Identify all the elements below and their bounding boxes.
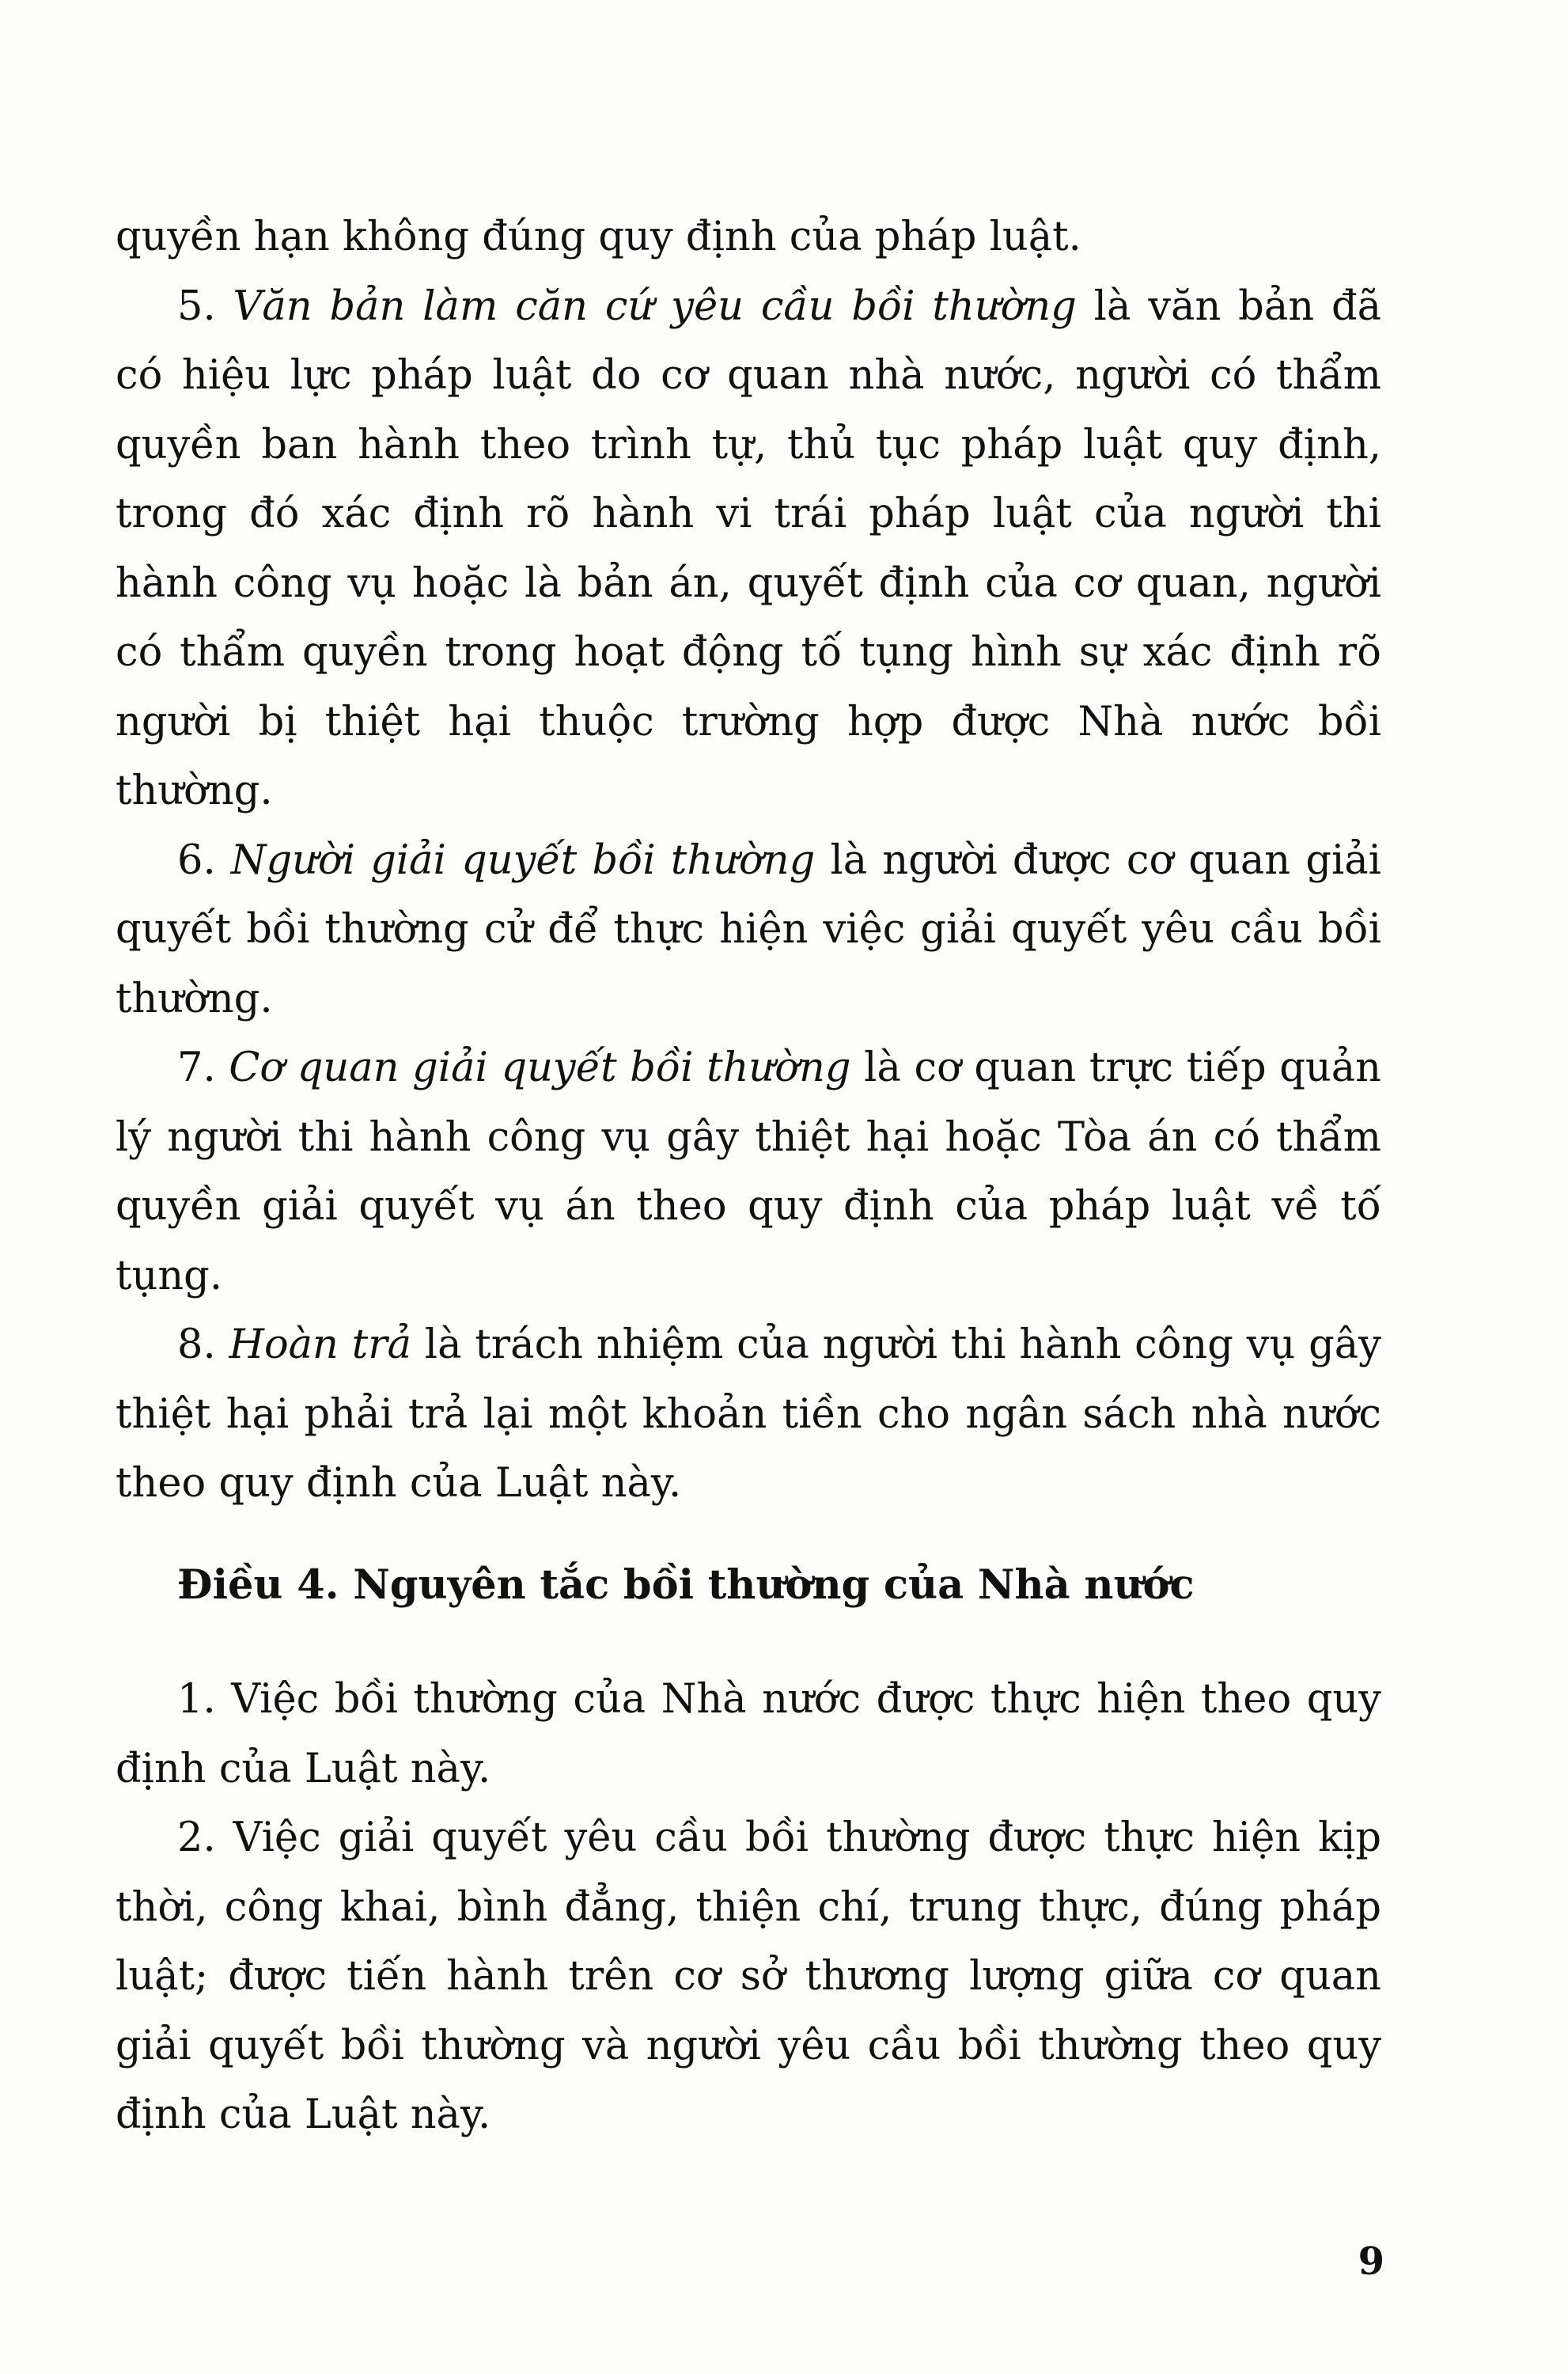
definition-item-6 (116, 826, 1381, 1034)
definition-text: là cơ quan trực tiếp quản lý người thi hành công vụ gây thiệt hại hoặc Tòa án có thẩm quyền giải quyết vụ án theo quy định của pháp luật về tố tụng. (116, 1045, 1382, 1299)
definition-item-5 (116, 272, 1381, 826)
definition-text: là người được cơ quan giải quyết bồi thường cử để thực hiện việc giải quyết yêu cầu bồi thường. (116, 836, 1381, 1022)
item-number: 6. (177, 836, 231, 884)
definition-item-7 (116, 1033, 1381, 1310)
defined-term: Hoàn trả (229, 1322, 411, 1368)
continuation-paragraph: quyền hạn không đúng quy định của pháp luật. (116, 214, 1081, 260)
item-number: 7. (177, 1045, 229, 1091)
article-paragraph-1: 1. Việc bồi thường của Nhà nước được thực hiện theo quy định của Luật này. (116, 1676, 1381, 1792)
item-number: 5. (177, 283, 233, 330)
definition-text: là văn bản đã có hiệu lực pháp luật do cơ quan nhà nước, người có thẩm quyền ban hành theo trình tự, thủ tục pháp luật quy định, trong đó xác định rõ hành vi trái pháp luật của người thi hành công vụ hoặc là bản án, quyết định của cơ quan, người có thẩm quyền trong hoạt động tố tụng hình sự xác định rõ người bị thiệt hại thuộc trường hợp được Nhà nước bồi thường. (116, 283, 1381, 814)
item-number: 8. (177, 1322, 229, 1368)
article-body (116, 1665, 1381, 2150)
article-heading: Điều 4. Nguyên tắc bồi thường của Nhà nước (177, 1561, 1195, 1609)
page-number: 9 (1358, 2239, 1384, 2284)
article-paragraph-2: 2. Việc giải quyết yêu cầu bồi thường được thực hiện kịp thời, công khai, bình đẳng, thiện chí, trung thực, đúng pháp luật; được tiến hành trên cơ sở thương lượng giữa cơ quan giải quyết bồi thường và người yêu cầu bồi thường theo quy định của Luật này. (116, 1815, 1381, 2138)
defined-term: Văn bản làm căn cứ yêu cầu bồi thường (233, 283, 1077, 330)
defined-term: Cơ quan giải quyết bồi thường (229, 1045, 851, 1091)
definition-item-8 (116, 1310, 1381, 1519)
definitions-section (116, 203, 1381, 1519)
definition-text: là trách nhiệm của người thi hành công vụ gây thiệt hại phải trả lại một khoản tiền cho ngân sách nhà nước theo quy định của Luật này. (116, 1322, 1381, 1507)
defined-term: Người giải quyết bồi thường (230, 836, 816, 884)
